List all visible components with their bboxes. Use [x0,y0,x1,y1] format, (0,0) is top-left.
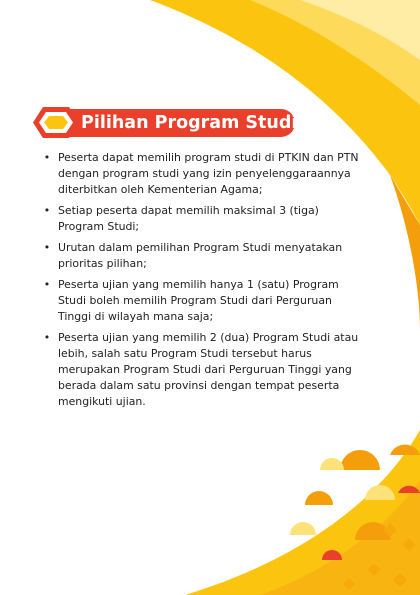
list-item-text: Peserta dapat memilih program studi di PTKIN dan PTN dengan program studi yang izin penyelenggaraannya diterbitkan oleh Kementerian Agama; [58,151,359,196]
list-item-text: Urutan dalam pemilihan Program Studi menyatakan prioritas pilihan; [58,241,343,270]
bullet-list [40,150,360,410]
bullet-symbol: • [43,204,51,217]
page-title: Pilihan Program Studi [81,113,298,133]
list-item-text: Setiap peserta dapat memilih maksimal 3 (tiga) Program Studi; [58,204,319,233]
list-item-text: Peserta ujian yang memilih 2 (dua) Program Studi atau lebih, salah satu Program Studi tersebut harus merupakan Program Studi dari Perguruan Tinggi yang berada dalam satu provinsi dengan tempat peserta mengikuti ujian. [58,331,359,408]
bullet-symbol: • [43,151,51,164]
bullet-symbol: • [43,241,51,254]
bullet-symbol: • [43,278,51,291]
bullet-symbol: • [43,331,51,344]
hexagon-icon [33,105,79,140]
list-item [40,277,360,325]
list-item [40,240,360,272]
list-item-text: Peserta ujian yang memilih hanya 1 (satu) Program Studi boleh memilih Program Studi dari Perguruan Tinggi di wilayah mana saja; [58,278,339,323]
list-item [40,203,360,235]
content [40,150,360,415]
list-item [40,150,360,198]
section-header [33,105,298,140]
list-item [40,330,360,410]
